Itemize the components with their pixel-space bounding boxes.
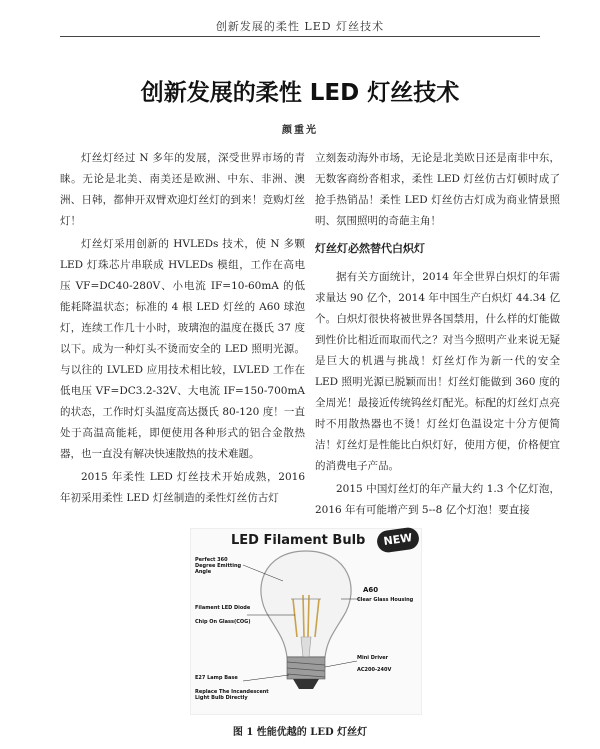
figure-caption: 图 1 性能优越的 LED 灯丝灯 [232,727,368,738]
a60-label: A60 [363,586,379,594]
lamp-base-label: E27 Lamp Base [195,675,238,681]
base-tip [293,679,319,689]
paragraph: 灯丝灯采用创新的 HVLEDs 技术，使 N 多颗 LED 灯珠芯片串联成 HVLEDs 模组，工作在高电压 VF=DC40-280V、小电流 IF=10-60mA 的低能耗降温状态；标准的 4 根 LED 灯丝的 A60 球泡灯，连续工作几十小时，玻璃泡的温度在摄氏 37 度以下。成为一种灯头不烫而安全的 LED 照明光源。与以往的 LVLED 应用技术相比较，LVLED 工作在低电压 VF=DC3.2-32V、大电流 IF=150-700mA 的状态，工作时灯头温度高达摄氏 80-120 度！一直处于高温高能耗，即便使用各种形式的铝合金散热器，也一直没有解决快速散热的技术难题。 [60,238,305,460]
chip-on-glass-label: Chip On Glass(COG) [195,619,251,625]
glass-stem [301,637,311,657]
section-heading: 灯丝灯必然替代白炽灯 [315,242,425,255]
emitting-angle-label: Perfect 360 Degree Emitting Angle [195,557,242,575]
mini-driver-label: Mini Driver [357,655,389,661]
replace-directly-label: Replace The Incandescent Light Bulb Directly [195,689,269,701]
figure-led-filament-bulb [190,528,422,715]
paragraph: 灯丝灯经过 N 多年的发展，深受世界市场的青睐。无论是北美、南美还是欧洲、中东、非洲、澳洲、日韩，都伸开双臂欢迎灯丝灯的到来！竞购灯丝灯！ [60,152,305,227]
header-divider [60,36,540,37]
voltage-label: AC200-240V [357,667,392,673]
paragraph-continuation: 立刻轰动海外市场，无论是北美欧日还是南非中东，无数客商纷沓相求，柔性 LED 灯丝仿古灯顿时成了抢手热销品！柔性 LED 灯丝仿古灯成为商业情景照明、氛围照明的奇葩主角！ [315,152,560,227]
running-header: 创新发展的柔性 LED 灯丝技术 [215,20,385,33]
article-author: 颜重光 [282,125,318,136]
paragraph: 据有关方面统计，2014 年全世界白炽灯的年需求量达 90 亿个，2014 年中国生产白炽灯 44.34 亿个。白炽灯很快将被世界各国禁用，什么样的灯能做到性价比相近而取而代之？对当今照明产业来说无疑是巨大的机遇与挑战！灯丝灯作为新一代的安全 LED 照明光源已脱颖而出！灯丝灯能做到 360 度的全周光！最接近传统钨丝灯配光。标配的灯丝灯点亮时不用散热器也不烫！灯丝灯色温设定十分方便简洁！灯丝灯是性能比白炽灯好，使用方便，价格便宜的消费电子产品。 [315,271,560,472]
figure-title: LED Filament Bulb [231,533,366,548]
filament-diode-label: Filament LED Diode [195,605,251,611]
article-title: 创新发展的柔性 LED 灯丝技术 [140,80,460,106]
paragraph: 2015 中国灯丝灯的年产量大约 1.3 个亿灯泡，2016 年有可能增产到 5--8 亿个灯泡！要直接 [315,483,560,516]
clear-glass-housing-label: Clear Glass Housing [357,597,414,603]
paragraph: 2015 年柔性 LED 灯丝技术开始成熟，2016 年初采用柔性 LED 灯丝制造的柔性灯丝仿古灯 [60,471,305,504]
left-column [60,148,305,511]
right-column [315,148,560,523]
new-badge: NEW [376,526,421,554]
